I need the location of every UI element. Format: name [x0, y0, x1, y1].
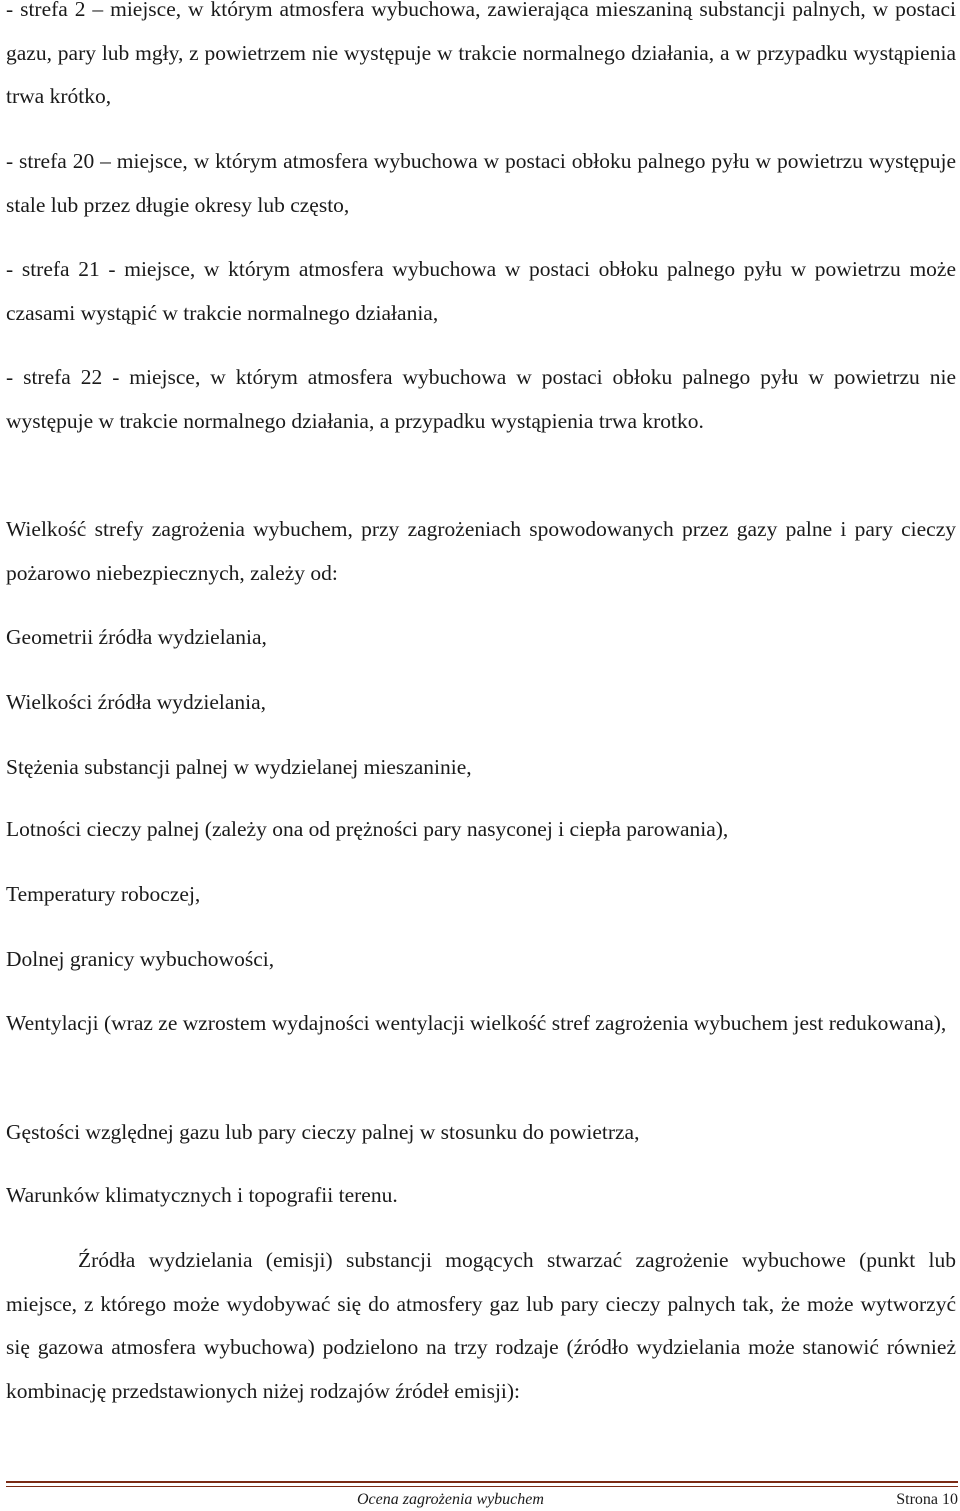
paragraph-zrodla-wydzielania: Źródła wydzielania (emisji) substancji mogących stwarzać zagrożenie wybuchowe (punkt lub miejsce, z którego może wydobywać się do atmosfery gaz lub pary cieczy palnych tak, że może wytworzyć się gazowa atmosfera wybuchowa) podzielono na trzy rodzaje (źródło wydzielania może stanowić również kombinację przedstawionych niżej rodzajów źródeł emisji): [6, 1248, 956, 1403]
page-footer [0, 1489, 960, 1511]
paragraph-wielkosc-strefy: Wielkość strefy zagrożenia wybuchem, przy zagrożeniach spowodowanych przez gazy palne i pary cieczy pożarowo niebezpiecznych, zależy od: [6, 517, 956, 585]
list-item-geometrii: Geometrii źródła wydzielania, [6, 625, 267, 649]
paragraph-strefa-21: - strefa 21 - miejsce, w którym atmosfera wybuchowa w postaci obłoku palnego pyłu w powietrzu może czasami wystąpić w trakcie normalnego działania, [6, 257, 956, 325]
footer-title: Ocena zagrożenia wybuchem [357, 1491, 544, 1508]
footer-rule-thin [6, 1486, 958, 1487]
list-item-dolnej-granicy: Dolnej granicy wybuchowości, [6, 947, 275, 971]
list-item-warunkow: Warunków klimatycznych i topografii terenu. [6, 1183, 398, 1207]
paragraph-strefa-2: - strefa 2 – miejsce, w którym atmosfera wybuchowa, zawierająca mieszaniną substancji palnych, w postaci gazu, pary lub mgły, z powietrzem nie występuje w trakcie normalnego działania, a w przypadku wystąpienia trwa krótko, [6, 0, 956, 108]
paragraph-strefa-20: - strefa 20 – miejsce, w którym atmosfera wybuchowa w postaci obłoku palnego pyłu w powietrzu występuje stale lub przez długie okresy lub często, [6, 149, 956, 217]
list-item-wentylacji: Wentylacji (wraz ze wzrostem wydajności wentylacji wielkość stref zagrożenia wybuchem jest redukowana), [6, 1011, 947, 1035]
page-number: Strona 10 [896, 1491, 958, 1508]
footer-rule-thick [6, 1481, 958, 1483]
list-item-wielkosci: Wielkości źródła wydzielania, [6, 690, 267, 714]
list-item-temperatury: Temperatury roboczej, [6, 882, 201, 906]
paragraph-strefa-22: - strefa 22 - miejsce, w którym atmosfera wybuchowa w postaci obłoku palnego pyłu w powietrzu nie występuje w trakcie normalnego działania, a przypadku wystąpienia trwa krotko. [6, 365, 956, 433]
list-item-gestosci: Gęstości względnej gazu lub pary cieczy palnej w stosunku do powietrza, [6, 1120, 640, 1144]
list-item-lotnosci: Lotności cieczy palnej (zależy ona od prężności pary nasyconej i ciepła parowania), [6, 817, 729, 841]
list-item-stezenia: Stężenia substancji palnej w wydzielanej mieszaninie, [6, 755, 472, 779]
